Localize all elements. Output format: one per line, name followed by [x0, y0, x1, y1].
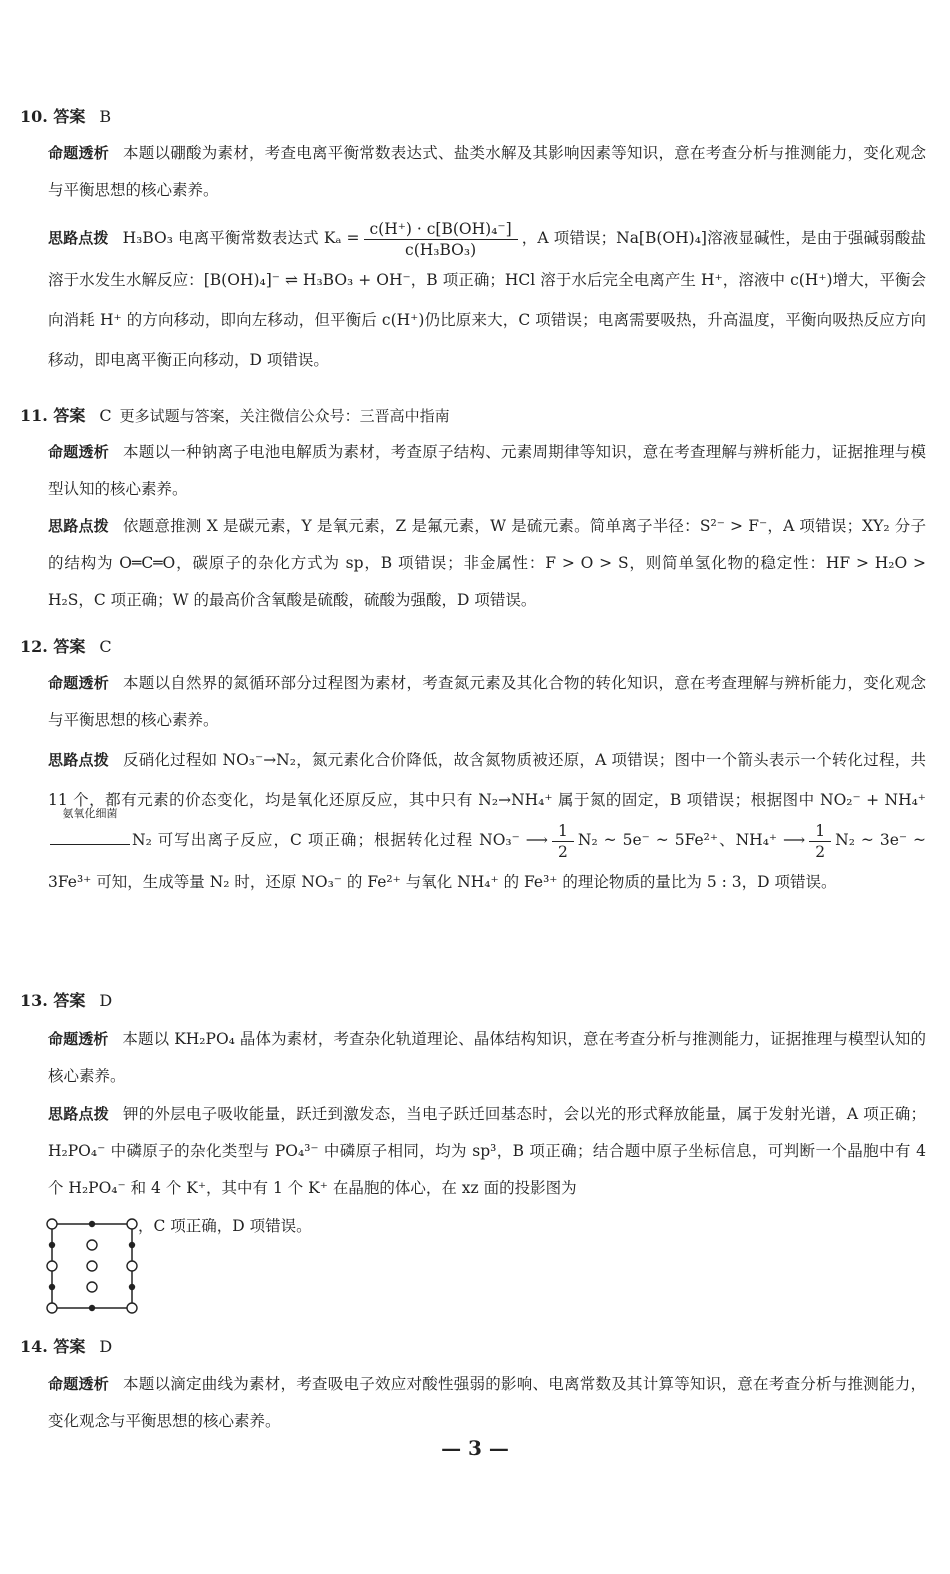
- q12-solution-text-c: N₂ ~ 5e⁻ ~ 5Fe²⁺、NH₄⁺ ⟶: [577, 831, 806, 849]
- q12-half-num-1: 1: [552, 821, 574, 842]
- dot: [129, 1242, 135, 1248]
- q13-heading: [20, 988, 112, 1011]
- q10-ka-denominator: c(H₃BO₃): [405, 240, 477, 259]
- q11-heading: [20, 403, 450, 426]
- q12-reaction-arrow: [50, 807, 130, 860]
- q11-solution-label: 思路点拨: [48, 517, 109, 535]
- q10-solution-pre: H₃BO₃ 电离平衡常数表达式 Kₐ =: [122, 229, 360, 247]
- q10-solution-post: ，A 项错误；Na[B(OH)₄]溶液显碱性，是由于强碱弱酸盐溶于水发生水解反应：[B(OH)₄]⁻ ⇌ H₃BO₃ + OH⁻，B 项正确；HCl 溶于水后完全电离产生 H⁺，溶液中 c(H⁺)增大，平衡会向消耗 H⁺ 的方向移动，即向左移动，但平衡后 c(H⁺)仍比原来大，C 项错误；电离需要吸热，升高温度，平衡向吸热反应方向移动，即电离平衡正向移动，D 项错误。: [48, 229, 926, 369]
- dot: [129, 1284, 135, 1290]
- q11-analysis-text: 本题以一种钠离子电池电解质为素材，考查原子结构、元素周期律等知识，意在考查理解与辨析能力，证据推理与模型认知的核心素养。: [48, 443, 926, 498]
- q12-answer-label: 12. 答案: [20, 637, 86, 656]
- q13-xz-projection-diagram: [46, 1218, 138, 1314]
- q11-analysis: [48, 434, 926, 508]
- q12-solution-text-a: 反硝化过程如 NO₃⁻→N₂，氮元素化合价降低，故含氮物质被还原，A 项错误；图中一个箭头表示一个转化过程，共 11 个，都有元素的价态变化，均是氧化还原反应，其中只有 N₂→NH₄⁺ 属于氮的固定，B 项错误；根据图中 NO₂⁻ + NH₄⁺: [48, 751, 926, 809]
- q13-analysis: [48, 1021, 926, 1095]
- dot: [89, 1221, 95, 1227]
- edge-circle: [127, 1261, 137, 1271]
- q11-promo-text: 更多试题与答案，关注微信公众号：三晋高中指南: [119, 407, 450, 425]
- corner-circle: [47, 1219, 57, 1229]
- q13-analysis-label: 命题透析: [48, 1030, 109, 1048]
- q14-analysis-label: 命题透析: [48, 1375, 109, 1393]
- q11-analysis-label: 命题透析: [48, 443, 109, 461]
- q12-arrow-condition: 氨氧化细菌: [62, 807, 118, 820]
- q12-arrow-line: [50, 836, 130, 845]
- q12-solution-text-d: N₂ ~ 3e⁻ ~ 3Fe³⁺ 可知，生成等量 N₂ 时，还原 NO₃⁻ 的 Fe²⁺ 与氧化 NH₄⁺ 的 Fe³⁺ 的理论物质的量比为 5 : 3，D 项错误。: [48, 831, 927, 891]
- q12-solution-label: 思路点拨: [48, 751, 109, 769]
- q11-answer-letter: C: [99, 406, 112, 425]
- q13-solution-tail: ，C 项正确，D 项错误。: [138, 1216, 312, 1235]
- q11-solution-text: 依题意推测 X 是碳元素，Y 是氧元素，Z 是氟元素，W 是硫元素。简单离子半径：S²⁻ > F⁻，A 项错误；XY₂ 分子的结构为 O═C═O，碳原子的杂化方式为 sp，B 项错误；非金属性：F > O > S，则简单氢化物的稳定性：HF > H₂O > H₂S，C 项正确；W 的最高价含氧酸是硫酸，硫酸为强酸，D 项错误。: [48, 517, 926, 609]
- q10-solution: [48, 218, 926, 380]
- dot: [49, 1284, 55, 1290]
- corner-circle: [127, 1303, 137, 1313]
- q11-answer-label: 11. 答案: [20, 406, 86, 425]
- corner-circle: [127, 1219, 137, 1229]
- q10-analysis: [48, 135, 926, 209]
- q13-solution-text: 钾的外层电子吸收能量，跃迁到激发态，当电子跃迁回基态时，会以光的形式释放能量，属于发射光谱，A 项正确；H₂PO₄⁻ 中磷原子的杂化类型与 PO₄³⁻ 中磷原子相同，均为 sp³，B 项正确；结合题中原子坐标信息，可判断一个晶胞中有 4 个 H₂PO₄⁻ 和 4 个 K⁺，其中有 1 个 K⁺ 在晶胞的体心，在 xz 面的投影图为: [48, 1105, 926, 1197]
- edge-circle: [47, 1261, 57, 1271]
- q10-answer-label: 10. 答案: [20, 107, 86, 126]
- q12-answer-letter: C: [99, 637, 112, 656]
- q12-analysis: [48, 665, 926, 739]
- q10-ka-numerator: c(H⁺) · c[B(OH)₄⁻]: [364, 219, 518, 240]
- q10-analysis-label: 命题透析: [48, 144, 109, 162]
- q13-solution: [48, 1096, 926, 1207]
- q12-analysis-label: 命题透析: [48, 674, 109, 692]
- q10-analysis-text: 本题以硼酸为素材，考查电离平衡常数表达式、盐类水解及其影响因素等知识，意在考查分析与推测能力，变化观念与平衡思想的核心素养。: [48, 144, 926, 199]
- q14-analysis-text: 本题以滴定曲线为素材，考查吸电子效应对酸性强弱的影响、电离常数及其计算等知识，意在考查分析与推测能力，变化观念与平衡思想的核心素养。: [48, 1375, 926, 1430]
- q14-answer-letter: D: [99, 1337, 113, 1356]
- inner-circle: [87, 1261, 97, 1271]
- q14-analysis: [48, 1366, 926, 1440]
- q14-heading: [20, 1334, 112, 1357]
- q12-half-fraction-2: [809, 821, 831, 862]
- inner-circle: [87, 1240, 97, 1250]
- q13-solution-label: 思路点拨: [48, 1105, 109, 1123]
- q14-answer-label: 14. 答案: [20, 1337, 86, 1356]
- q12-solution: [48, 740, 926, 902]
- q12-heading: [20, 634, 112, 657]
- q10-answer-letter: B: [99, 107, 112, 126]
- q12-half-den-1: 2: [558, 842, 568, 861]
- q12-half-num-2: 1: [809, 821, 831, 842]
- q13-answer-label: 13. 答案: [20, 991, 86, 1010]
- q13-analysis-text: 本题以 KH₂PO₄ 晶体为素材，考查杂化轨道理论、晶体结构知识，意在考查分析与推测能力，证据推理与模型认知的核心素养。: [48, 1030, 926, 1085]
- q10-heading: [20, 104, 111, 127]
- q12-solution-text-b: N₂ 可写出离子反应，C 项正确；根据转化过程 NO₃⁻ ⟶: [132, 831, 549, 849]
- dot: [89, 1305, 95, 1311]
- q11-solution: [48, 508, 926, 619]
- q10-ka-fraction: [364, 219, 518, 260]
- q12-analysis-text: 本题以自然界的氮循环部分过程图为素材，考查氮元素及其化合物的转化知识，意在考查理解与辨析能力，变化观念与平衡思想的核心素养。: [48, 674, 926, 729]
- corner-circle: [47, 1303, 57, 1313]
- page-number: — 3 —: [441, 1436, 509, 1460]
- q13-answer-letter: D: [99, 991, 113, 1010]
- q12-half-den-2: 2: [815, 842, 826, 861]
- q13-projection-row: [46, 1218, 312, 1314]
- q10-solution-label: 思路点拨: [48, 229, 109, 247]
- dot: [49, 1242, 55, 1248]
- inner-circle: [87, 1282, 97, 1292]
- q12-half-fraction-1: [552, 821, 574, 862]
